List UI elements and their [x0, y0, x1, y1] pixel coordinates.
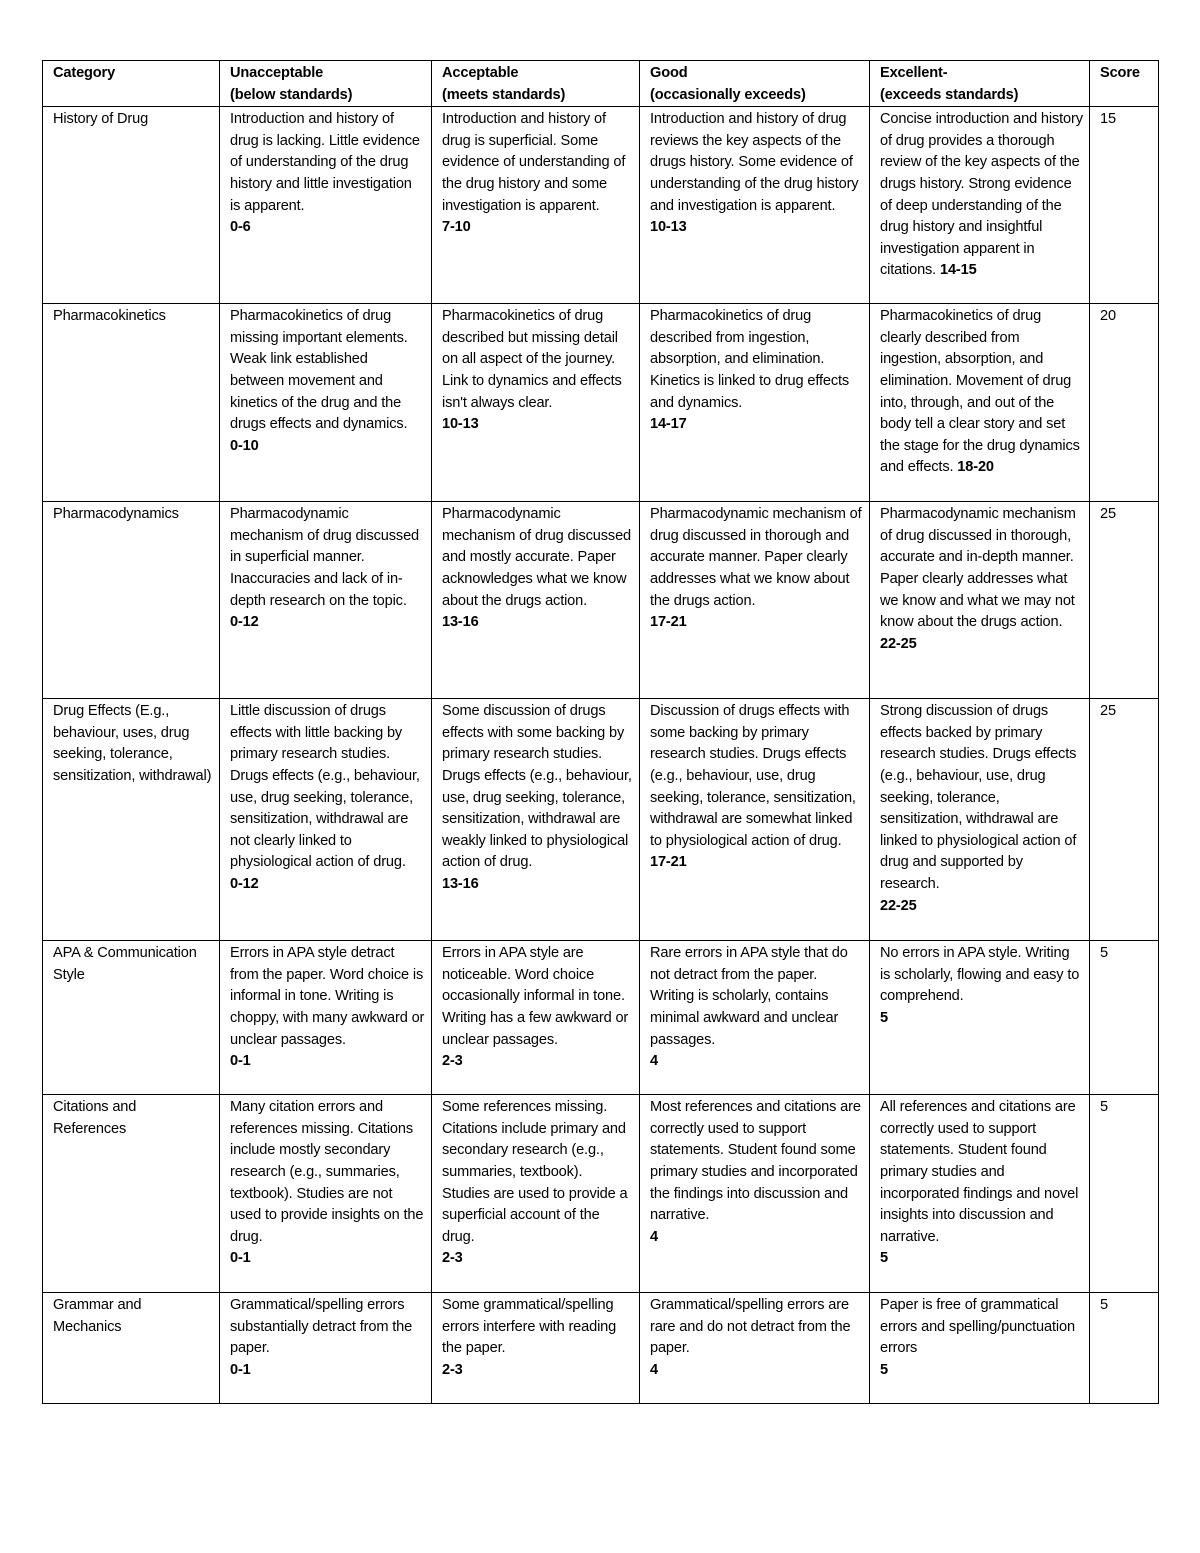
excellent-cell — [870, 699, 1090, 941]
table-row — [43, 1095, 1159, 1293]
criteria-text: Pharmacokinetics of drug missing important elements. Weak link established between movement and kinetics of the drug and the drugs effects and dynamics. — [230, 308, 408, 433]
header-excellent-title: Excellent- — [880, 65, 948, 81]
score-cell: 20 — [1090, 304, 1159, 502]
good-cell — [640, 107, 870, 304]
excellent-cell — [870, 1095, 1090, 1293]
table-row — [43, 699, 1159, 941]
score-range: 2-3 — [442, 1361, 463, 1378]
score-range: 2-3 — [442, 1053, 463, 1070]
header-row — [43, 61, 1159, 107]
score-range: 22-25 — [880, 897, 917, 914]
criteria-text: Grammatical/spelling errors are rare and do not detract from the paper. — [650, 1297, 851, 1357]
score-range: 0-1 — [230, 1361, 251, 1378]
category-cell: History of Drug — [43, 107, 220, 304]
criteria-text: Pharmacokinetics of drug described from ingestion, absorption, and elimination. Kinetics is linked to drug effects and dynamics. — [650, 308, 850, 411]
criteria-text: No errors in APA style. Writing is scholarly, flowing and easy to comprehend. — [880, 945, 1080, 1005]
score-cell: 15 — [1090, 107, 1159, 304]
criteria-text: Errors in APA style detract from the paper. Word choice is informal in tone. Writing is choppy, with many awkward or unclear passages. — [230, 945, 425, 1048]
score-range: 13-16 — [442, 614, 479, 631]
table-row — [43, 502, 1159, 699]
unacceptable-cell — [220, 1293, 432, 1404]
good-cell — [640, 941, 870, 1095]
score-range: 10-13 — [442, 416, 479, 433]
unacceptable-cell — [220, 107, 432, 304]
category-cell: APA & Communication Style — [43, 941, 220, 1095]
unacceptable-cell — [220, 502, 432, 699]
score-cell: 5 — [1090, 1095, 1159, 1293]
table-row — [43, 941, 1159, 1095]
score-range: 5 — [880, 1009, 888, 1026]
header-good — [640, 61, 870, 107]
category-cell: Drug Effects (E.g., behaviour, uses, drug seeking, tolerance, sensitization, withdrawal) — [43, 699, 220, 941]
excellent-cell — [870, 502, 1090, 699]
score-range: 17-21 — [650, 614, 687, 631]
score-range: 0-10 — [230, 437, 259, 454]
score-range: 22-25 — [880, 635, 917, 652]
acceptable-cell — [432, 699, 640, 941]
criteria-text: Introduction and history of drug is lacking. Little evidence of understanding of the drug history and little investigation is apparent. — [230, 111, 420, 214]
criteria-text: Some grammatical/spelling errors interfere with reading the paper. — [442, 1297, 617, 1357]
score-range: 7-10 — [442, 219, 471, 236]
category-cell: Citations and References — [43, 1095, 220, 1293]
good-cell — [640, 699, 870, 941]
acceptable-cell — [432, 502, 640, 699]
criteria-text: Some references missing. Citations include primary and secondary research (e.g., summaries, textbook). Studies are used to provide a superficial account of the drug. — [442, 1099, 628, 1245]
criteria-text: All references and citations are correctly used to support statements. Student found primary studies and incorporated findings and novel insights into discussion and narrative. — [880, 1099, 1079, 1245]
good-cell — [640, 304, 870, 502]
criteria-text: Paper is free of grammatical errors and spelling/punctuation errors — [880, 1297, 1075, 1357]
header-unacceptable-title: Unacceptable — [230, 65, 324, 81]
header-acceptable — [432, 61, 640, 107]
score-range: 5 — [880, 1361, 888, 1378]
criteria-text: Concise introduction and history of drug provides a thorough review of the key aspects of the drugs history. Strong evidence of deep understanding of the drug history and insightful investigation apparent in citations. — [880, 111, 1083, 279]
criteria-text: Some discussion of drugs effects with some backing by primary research studies. Drugs effects (e.g., behaviour, use, drug seeking, tolerance, sensitization, withdrawal are weakly linked to physiological action of drug. — [442, 703, 632, 871]
score-range: 13-16 — [442, 875, 479, 892]
category-cell: Grammar and Mechanics — [43, 1293, 220, 1404]
score-range: 4 — [650, 1361, 658, 1378]
header-score — [1090, 61, 1159, 107]
header-acceptable-title: Acceptable — [442, 65, 519, 81]
score-range: 10-13 — [650, 219, 687, 236]
criteria-text: Errors in APA style are noticeable. Word choice occasionally informal in tone. Writing has a few awkward or unclear passages. — [442, 945, 629, 1048]
unacceptable-cell — [220, 941, 432, 1095]
score-range: 2-3 — [442, 1250, 463, 1267]
criteria-text: Pharmacokinetics of drug described but missing detail on all aspect of the journey. Link to dynamics and effects isn't always clear. — [442, 308, 622, 411]
score-range: 5 — [880, 1250, 888, 1267]
score-range: 0-6 — [230, 219, 251, 236]
criteria-text: Strong discussion of drugs effects backed by primary research studies. Drugs effects (e.g., behaviour, use, drug seeking, tolerance, sensitization, withdrawal are linked to physiological action of drug and supported by research. — [880, 703, 1077, 892]
score-range: 0-12 — [230, 875, 259, 892]
header-unacceptable — [220, 61, 432, 107]
header-good-title: Good — [650, 65, 688, 81]
score-range: 0-12 — [230, 614, 259, 631]
acceptable-cell — [432, 941, 640, 1095]
excellent-cell — [870, 1293, 1090, 1404]
score-cell: 25 — [1090, 502, 1159, 699]
good-cell — [640, 1095, 870, 1293]
criteria-text: Rare errors in APA style that do not detract from the paper. Writing is scholarly, contains minimal awkward and unclear passages. — [650, 945, 848, 1048]
excellent-cell — [870, 107, 1090, 304]
header-category-label: Category — [53, 65, 116, 81]
excellent-cell — [870, 304, 1090, 502]
acceptable-cell — [432, 1293, 640, 1404]
header-excellent-subtitle: (exceeds standards) — [880, 86, 1019, 103]
criteria-text: Pharmacodynamic mechanism of drug discussed in thorough and accurate manner. Paper clearly addresses what we know about the drugs action. — [650, 506, 862, 609]
score-cell: 5 — [1090, 941, 1159, 1095]
rubric-table — [42, 60, 1159, 1404]
score-range: 14-17 — [650, 416, 687, 433]
score-cell: 25 — [1090, 699, 1159, 941]
acceptable-cell — [432, 304, 640, 502]
score-cell: 5 — [1090, 1293, 1159, 1404]
unacceptable-cell — [220, 699, 432, 941]
criteria-text: Discussion of drugs effects with some backing by primary research studies. Drugs effects (e.g., behaviour, use, drug seeking, tolerance, sensitization, withdrawal are somewhat linked to physiological action of drug. — [650, 703, 856, 849]
criteria-text: Grammatical/spelling errors substantially detract from the paper. — [230, 1297, 413, 1357]
criteria-text: Little discussion of drugs effects with little backing by primary research studies. Drugs effects (e.g., behaviour, use, drug seeking, tolerance, sensitization, withdrawal are not clearly linked to physiological action of drug. — [230, 703, 420, 871]
header-good-subtitle: (occasionally exceeds) — [650, 86, 806, 103]
header-excellent — [870, 61, 1090, 107]
category-cell: Pharmacodynamics — [43, 502, 220, 699]
score-range: 4 — [650, 1228, 658, 1245]
table-row — [43, 107, 1159, 304]
criteria-text: Pharmacodynamic mechanism of drug discussed in superficial manner. Inaccuracies and lack of in-depth research on the topic. — [230, 506, 420, 609]
criteria-text: Many citation errors and references missing. Citations include mostly secondary research (e.g., summaries, textbook). Studies are not used to provide insights on the drug. — [230, 1099, 424, 1245]
header-acceptable-subtitle: (meets standards) — [442, 86, 566, 103]
table-row — [43, 1293, 1159, 1404]
excellent-cell — [870, 941, 1090, 1095]
good-cell — [640, 502, 870, 699]
acceptable-cell — [432, 107, 640, 304]
score-range: 18-20 — [957, 459, 994, 476]
criteria-text: Pharmacokinetics of drug clearly described from ingestion, absorption, and elimination. Movement of drug into, through, and out of the body tell a clear story and set the stage for the drug dynamics and effects. — [880, 308, 1080, 476]
header-category — [43, 61, 220, 107]
score-range: 0-1 — [230, 1250, 251, 1267]
score-range: 14-15 — [940, 262, 977, 279]
category-cell: Pharmacokinetics — [43, 304, 220, 502]
criteria-text: Pharmacodynamic mechanism of drug discussed in thorough, accurate and in-depth manner. Paper clearly addresses what we know and what we may not know about the drugs action. — [880, 506, 1076, 631]
good-cell — [640, 1293, 870, 1404]
score-range: 0-1 — [230, 1053, 251, 1070]
header-unacceptable-subtitle: (below standards) — [230, 86, 353, 103]
header-score-label: Score — [1100, 65, 1140, 81]
criteria-text: Introduction and history of drug is superficial. Some evidence of understanding of the drug history and some investigation is apparent. — [442, 111, 626, 214]
score-range: 4 — [650, 1053, 658, 1070]
criteria-text: Introduction and history of drug reviews the key aspects of the drugs history. Some evidence of understanding of the drug history and investigation is apparent. — [650, 111, 859, 214]
unacceptable-cell — [220, 304, 432, 502]
table-row — [43, 304, 1159, 502]
score-range: 17-21 — [650, 854, 687, 871]
criteria-text: Pharmacodynamic mechanism of drug discussed and mostly accurate. Paper acknowledges what we know about the drugs action. — [442, 506, 632, 609]
acceptable-cell — [432, 1095, 640, 1293]
criteria-text: Most references and citations are correctly used to support statements. Student found some primary studies and incorporated the findings into discussion and narrative. — [650, 1099, 861, 1224]
unacceptable-cell — [220, 1095, 432, 1293]
